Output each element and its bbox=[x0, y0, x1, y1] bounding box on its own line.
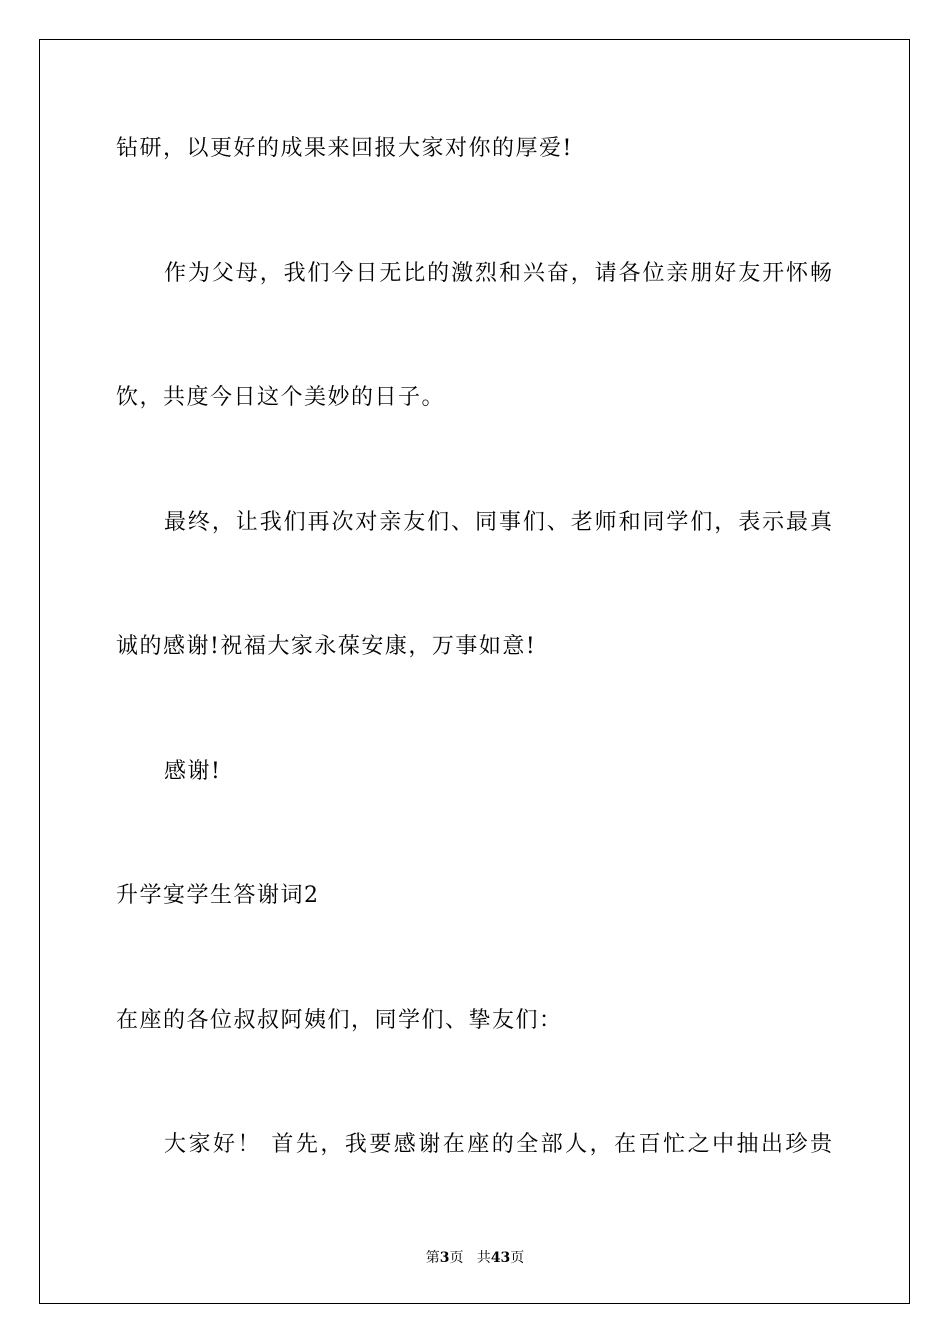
salutation-line: 在座的各位叔叔阿姨们，同学们、挚友们： bbox=[116, 1008, 563, 1033]
paragraph-line-1: 钻研，以更好的成果来回报大家对你的厚爱! bbox=[116, 136, 573, 161]
footer-page-number: 3 bbox=[439, 1250, 450, 1266]
paragraph-line-6: 感谢! bbox=[164, 759, 222, 784]
paragraph-line-2: 作为父母，我们今日无比的激烈和兴奋，请各位亲朋好友开怀畅 bbox=[164, 261, 832, 286]
page-border bbox=[39, 39, 910, 1304]
section-heading: 升学宴学生答谢词2 bbox=[116, 883, 320, 908]
paragraph-line-4: 最终，让我们再次对亲友们、同事们、老师和同学们，表示最真 bbox=[164, 510, 832, 535]
page-footer bbox=[0, 1248, 950, 1268]
footer-total-pages: 43 bbox=[490, 1250, 511, 1266]
paragraph-line-9: 大家好！ 首先，我要感谢在座的全部人，在百忙之中抽出珍贵 bbox=[164, 1132, 832, 1157]
paragraph-line-5: 诚的感谢!祝福大家永葆安康，万事如意! bbox=[116, 634, 537, 659]
footer-total-suffix: 页 bbox=[510, 1250, 525, 1266]
footer-page-prefix: 第 bbox=[425, 1250, 440, 1266]
paragraph-line-3: 饮，共度今日这个美妙的日子。 bbox=[116, 385, 446, 410]
footer-page-suffix: 页 bbox=[449, 1250, 464, 1266]
footer-total-prefix: 共 bbox=[476, 1250, 491, 1266]
